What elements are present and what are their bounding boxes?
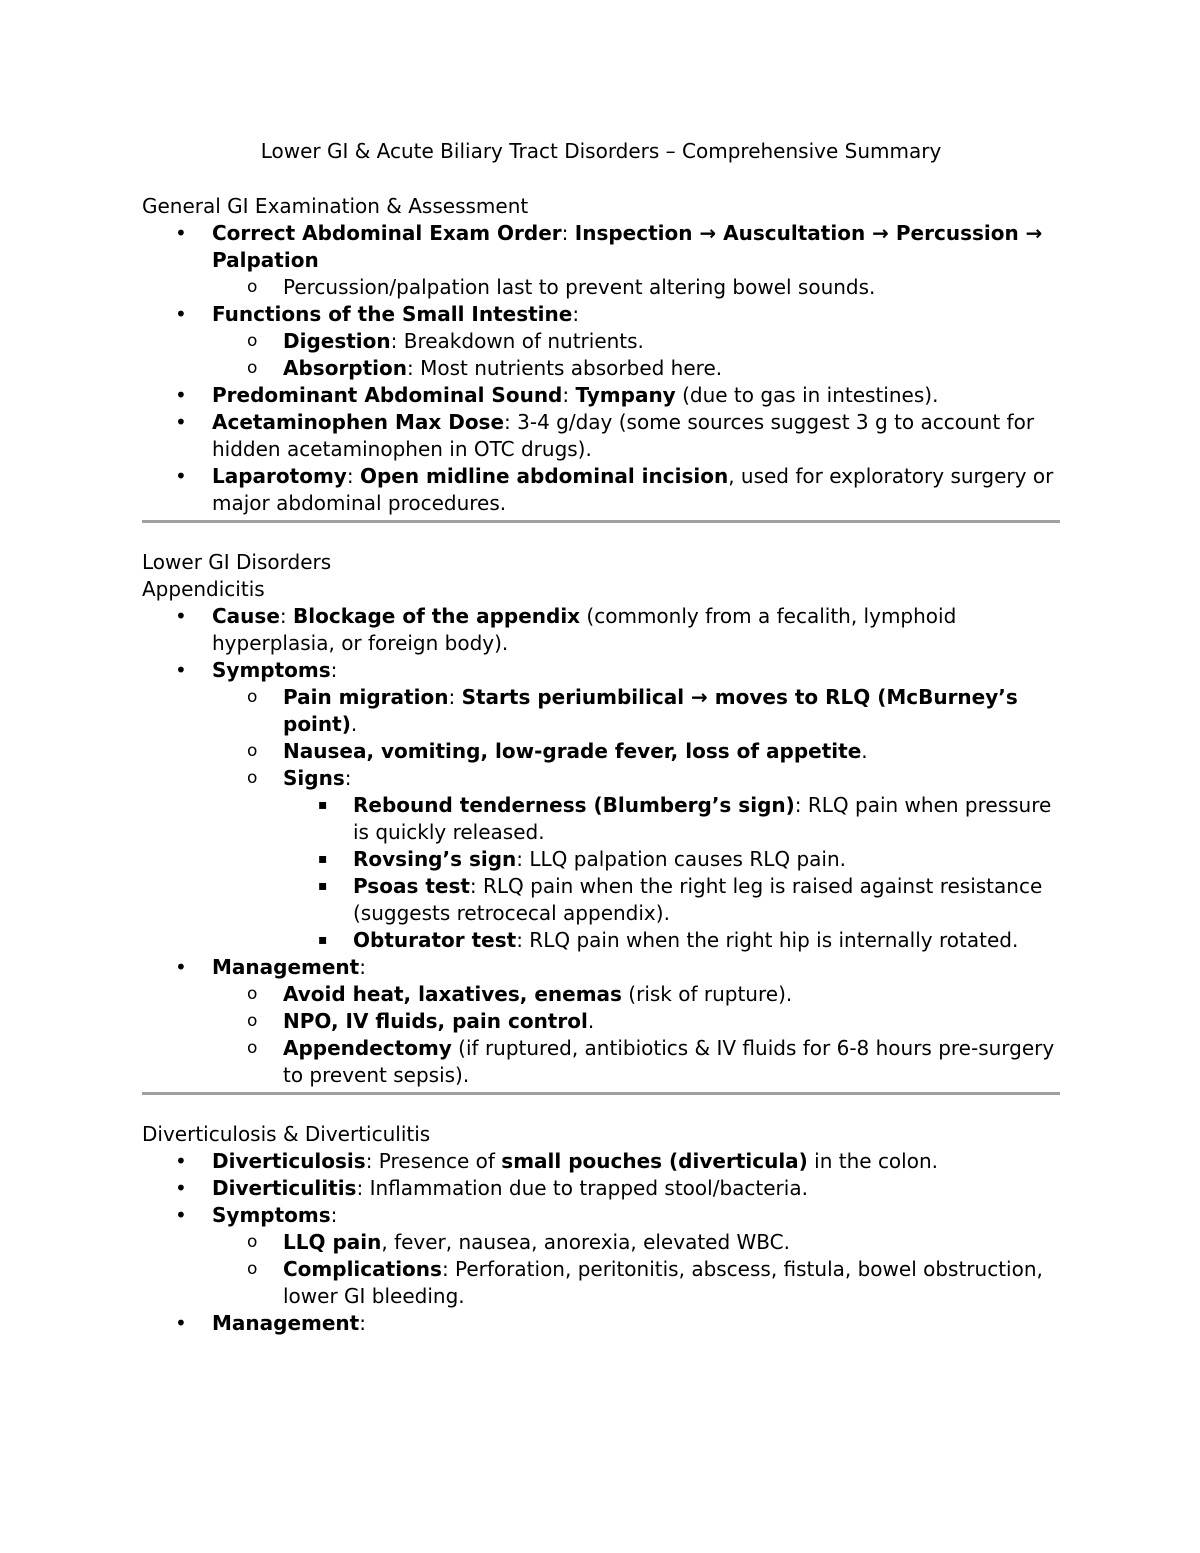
- bullet-icon: •: [175, 410, 187, 434]
- list-item-avoid: o Avoid heat, laxatives, enemas (risk of rupture).: [247, 982, 793, 1006]
- circle-bullet-icon: o: [247, 984, 258, 1004]
- bullet-icon: •: [175, 302, 187, 326]
- section-heading-diverticular: Diverticulosis & Diverticulitis: [142, 1122, 431, 1146]
- bullet-icon: •: [175, 955, 187, 979]
- horizontal-divider: [142, 1092, 1060, 1095]
- document-page: [142, 138, 1060, 1337]
- bullet-icon: •: [175, 221, 187, 245]
- square-bullet-icon: ▪: [318, 932, 328, 948]
- list-item-npo: o NPO, IV fluids, pain control.: [247, 1009, 595, 1033]
- section-heading-general: General GI Examination & Assessment: [142, 194, 529, 218]
- bullet-icon: •: [175, 1149, 187, 1173]
- list-item-complications: o Complications: Perforation, peritonitis, abscess, fistula, bowel obstruction, lower GI bleeding.: [247, 1257, 1043, 1308]
- bullet-icon: •: [175, 1203, 187, 1227]
- list-item-small-intestine: • Functions of the Small Intestine:: [175, 302, 580, 326]
- list-item-llq-pain: o LLQ pain, fever, nausea, anorexia, elevated WBC.: [247, 1230, 790, 1254]
- list-item-signs: o Signs:: [247, 766, 352, 790]
- circle-bullet-icon: o: [247, 331, 258, 351]
- circle-bullet-icon: o: [247, 1259, 258, 1279]
- diverticular-list: [142, 1148, 1060, 1337]
- subsection-heading-appendicitis: Appendicitis: [142, 577, 265, 601]
- list-item-psoas: ▪ Psoas test: RLQ pain when the right leg is raised against resistance (suggests retrocecal appendix).: [318, 874, 1043, 925]
- section-heading-lower-gi: Lower GI Disorders: [142, 550, 332, 574]
- list-item-exam-note: o Percussion/palpation last to prevent altering bowel sounds.: [247, 275, 876, 299]
- list-item-diverticulosis: • Diverticulosis: Presence of small pouches (diverticula) in the colon.: [175, 1149, 938, 1173]
- circle-bullet-icon: o: [247, 358, 258, 378]
- list-item-rovsing: ▪ Rovsing’s sign: LLQ palpation causes RLQ pain.: [318, 847, 846, 871]
- general-list: [142, 220, 1060, 517]
- horizontal-divider: [142, 520, 1060, 523]
- square-bullet-icon: ▪: [318, 797, 328, 813]
- list-item-management: • Management:: [175, 1311, 366, 1335]
- list-item-abdominal-sound: • Predominant Abdominal Sound: Tympany (due to gas in intestines).: [175, 383, 939, 407]
- circle-bullet-icon: o: [247, 768, 258, 788]
- bullet-icon: •: [175, 383, 187, 407]
- list-item-symptoms: • Symptoms:: [175, 1203, 338, 1227]
- list-item-absorption: o Absorption: Most nutrients absorbed here.: [247, 356, 723, 380]
- list-item-appendectomy: o Appendectomy (if ruptured, antibiotics & IV fluids for 6-8 hours pre-surgery to prevent sepsis).: [247, 1036, 1055, 1087]
- list-item-diverticulitis: • Diverticulitis: Inflammation due to trapped stool/bacteria.: [175, 1176, 808, 1200]
- list-item-obturator: ▪ Obturator test: RLQ pain when the right hip is internally rotated.: [318, 928, 1019, 952]
- list-item-laparotomy: • Laparotomy: Open midline abdominal incision, used for exploratory surgery or major abdominal procedures.: [175, 464, 1054, 515]
- circle-bullet-icon: o: [247, 1232, 258, 1252]
- square-bullet-icon: ▪: [318, 878, 328, 894]
- list-item-nausea: o Nausea, vomiting, low-grade fever, loss of appetite.: [247, 739, 868, 763]
- circle-bullet-icon: o: [247, 277, 258, 297]
- bullet-icon: •: [175, 464, 187, 488]
- circle-bullet-icon: o: [247, 741, 258, 761]
- bullet-icon: •: [175, 1311, 187, 1335]
- list-item-rebound: ▪ Rebound tenderness (Blumberg’s sign): RLQ pain when pressure is quickly released.: [318, 793, 1052, 844]
- bullet-icon: •: [175, 658, 187, 682]
- list-item-symptoms: • Symptoms:: [175, 658, 338, 682]
- circle-bullet-icon: o: [247, 1038, 258, 1058]
- list-item-exam-order: • Correct Abdominal Exam Order: Inspection → Auscultation → Percussion → Palpation: [175, 221, 1043, 272]
- list-item-digestion: o Digestion: Breakdown of nutrients.: [247, 329, 644, 353]
- bullet-icon: •: [175, 604, 187, 628]
- list-item-cause: • Cause: Blockage of the appendix (commonly from a fecalith, lymphoid hyperplasia, or foreign body).: [175, 604, 957, 655]
- square-bullet-icon: ▪: [318, 851, 328, 867]
- list-item-pain-migration: o Pain migration: Starts periumbilical → moves to RLQ (McBurney’s point).: [247, 685, 1018, 736]
- document-title: Lower GI & Acute Biliary Tract Disorders – Comprehensive Summary: [260, 139, 942, 163]
- appendicitis-list: [142, 603, 1060, 1089]
- list-item-management: • Management:: [175, 955, 366, 979]
- circle-bullet-icon: o: [247, 1011, 258, 1031]
- circle-bullet-icon: o: [247, 687, 258, 707]
- list-item-acetaminophen: • Acetaminophen Max Dose: 3-4 g/day (some sources suggest 3 g to account for hidden acetaminophen in OTC drugs).: [175, 410, 1035, 461]
- bullet-icon: •: [175, 1176, 187, 1200]
